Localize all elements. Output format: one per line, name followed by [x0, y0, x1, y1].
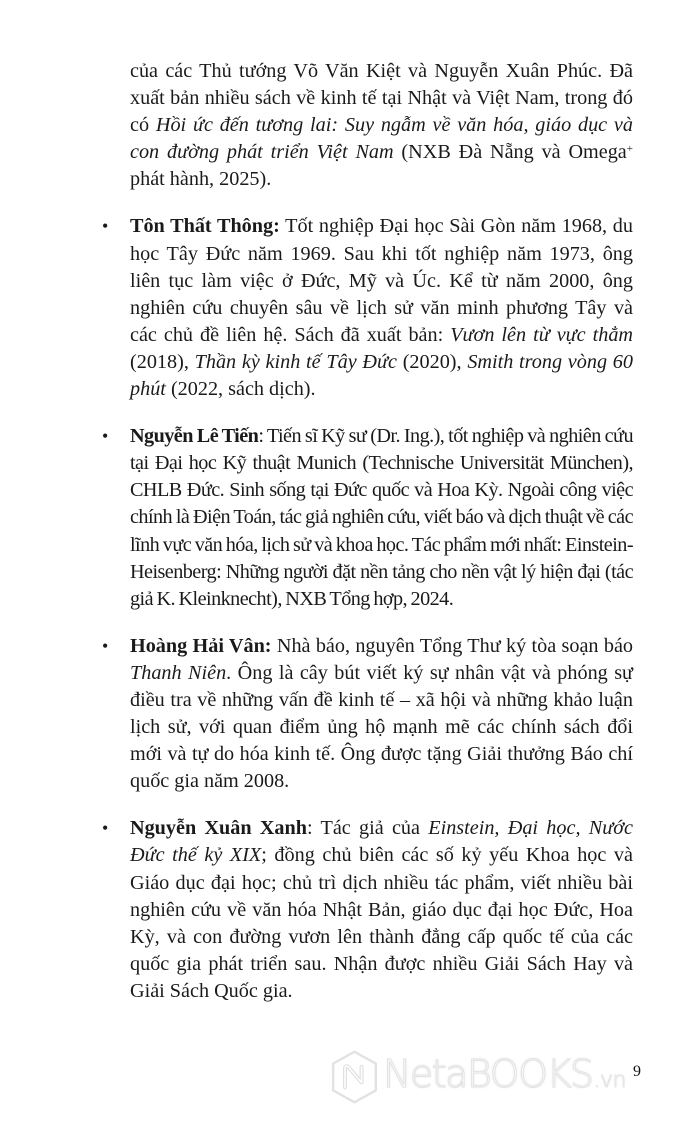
- book-title: Thần kỳ kinh tế Tây Đức: [194, 350, 397, 373]
- author-bio: [130, 633, 633, 796]
- bullet-icon: •: [102, 426, 109, 447]
- intro-book-title: Hồi ức đến tương lai: Suy ngẫm về văn hóa, giáo dục và con đường phát triển Việt Nam: [130, 114, 633, 164]
- bio-text: : Tiến sĩ Kỹ sư (Dr. Ing.), tốt nghiệp và nghiên cứu tại Đại học Kỹ thuật Munich (Technische Universität München), CHLB Đức. Sinh sống tại Đức quốc và Hoa Kỳ. Ngoài công việc chính là Điện Toán, tác giả nghiên cứu, viết báo và dịch thuật về các lĩnh vực văn hóa, lịch sử và khoa học. Tác phẩm mới nhất: Einstein-Heisenberg: Những người đặt nền tảng cho nền vật lý hiện đại (tác giả K. Kleinknecht), NXB Tổng hợp, 2024.: [130, 425, 633, 610]
- list-item-nguyen-xuan-xanh: [102, 815, 633, 1005]
- bullet-icon: •: [102, 818, 109, 839]
- author-name: Tôn Thất Thông:: [130, 215, 280, 238]
- author-name: Nguyễn Xuân Xanh: [130, 817, 307, 840]
- author-name: Nguyễn Lê Tiến: [130, 425, 259, 448]
- list-item-hoang-hai-van: [102, 633, 633, 796]
- book-title: Smith trong vòng 60 phút: [130, 350, 633, 401]
- author-bio: [130, 213, 633, 403]
- book-title: Vươn lên từ vực thẳm: [450, 323, 633, 346]
- watermark-brand-suffix: .vn: [593, 1067, 626, 1093]
- bullet-icon: •: [102, 635, 109, 656]
- omega-plus-superscript: +: [626, 143, 633, 156]
- list-item-nguyen-le-tien: [102, 423, 633, 613]
- page-content: [102, 58, 633, 1025]
- intro-end-text: phát hành, 2025).: [130, 168, 272, 191]
- bio-text: (2018),: [130, 350, 195, 373]
- intro-publisher-text: (NXB Đà Nẵng và Omega: [393, 141, 627, 164]
- author-bio: [130, 423, 633, 613]
- netabooks-watermark: [330, 1037, 626, 1117]
- watermark-brand: [383, 1052, 626, 1103]
- intro-text: của các Thủ tướng Võ Văn Kiệt và Nguyễn Xuân Phúc. Đã xuất bản nhiều sách về kinh tế tại Nhật và Việt Nam, trong đó có: [130, 60, 633, 137]
- hexagon-n-logo-icon: [330, 1045, 379, 1109]
- bio-text: ; đồng chủ biên các số kỷ yếu Khoa học và Giáo dục đại học; chủ trì dịch nhiều tác phẩm, viết nhiều bài nghiên cứu về văn hóa Nhật Bản, giáo dục đại học Đức, Hoa Kỳ, và con đường vươn lên thành đẳng cấp quốc tế của các quốc gia phát triển sau. Nhận được nhiều Giải Sách Hay và Giải Sách Quốc gia.: [130, 844, 633, 1002]
- book-title: Einstein, Đại học, Nước Đức thế kỷ XIX: [130, 817, 633, 867]
- bio-text: : Tác giả của: [306, 817, 429, 840]
- list-item-ton-that-thong: [102, 213, 633, 403]
- bio-text: (2022, sách dịch).: [165, 378, 316, 401]
- newspaper-title: Thanh Niên: [130, 661, 227, 684]
- bio-text: Tốt nghiệp Đại học Sài Gòn năm 1968, du học Tây Đức năm 1969. Sau khi tốt nghiệp năm 1973, ông liên tục làm việc ở Đức, Mỹ và Úc. Kể từ năm 2000, ông nghiên cứu chuyên sâu về lịch sử văn minh phương Tây và các chủ đề liên hệ. Sách đã xuất bản:: [130, 215, 633, 346]
- author-list: [102, 213, 633, 1005]
- intro-paragraph: [130, 58, 633, 193]
- bio-text: . Ông là cây bút viết ký sự nhân vật và phóng sự điều tra về những vấn đề kinh tế – xã hội và những khảo luận lịch sử, với quan điểm ủng hộ mạnh mẽ các chính sách đổi mới và tự do hóa kinh tế. Ông được tặng Giải thưởng Báo chí quốc gia năm 2008.: [130, 661, 633, 793]
- bio-text: Nhà báo, nguyên Tổng Thư ký tòa soạn báo: [271, 634, 633, 657]
- page-number: 9: [633, 1063, 641, 1080]
- author-name: Hoàng Hải Vân:: [130, 634, 272, 657]
- author-bio: [130, 815, 633, 1005]
- bullet-icon: •: [102, 216, 109, 237]
- bio-text: (2020),: [396, 350, 468, 373]
- watermark-brand-main: NetaBOOKS: [382, 1051, 593, 1096]
